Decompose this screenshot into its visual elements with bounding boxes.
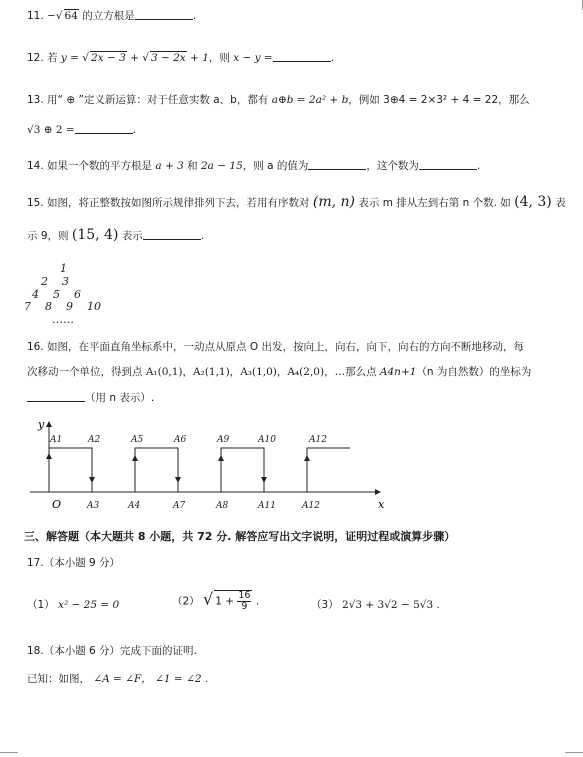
corner-mark bbox=[0, 752, 18, 753]
answer-blank[interactable] bbox=[135, 8, 193, 20]
math-expression: y = √ 2x − 3 + √ 3 − 2x + 1 bbox=[60, 52, 209, 64]
point-label: A8 bbox=[216, 501, 229, 511]
question-number: 13. bbox=[27, 94, 44, 106]
question-text: ，这个数为 bbox=[366, 160, 419, 172]
point-label: A3 bbox=[87, 501, 100, 511]
math-expression: A₁(0,1)，A₂(1,1)，A₃(1,0)，A₄(2,0) bbox=[145, 366, 325, 378]
math-expression: x² − 25 = 0 bbox=[58, 599, 120, 611]
question-17-part-2: （2） √ 1 + $\frac{16}{9}$ . bbox=[172, 589, 260, 612]
question-13-line2: √3 ⊕ 2 = . bbox=[27, 124, 137, 136]
section-3-title: 三、解答题（本大题共 8 小题，共 72 分. 解答应写出文字说明，证明过程或演算步骤） bbox=[24, 530, 456, 543]
point-label: A9 bbox=[217, 435, 230, 445]
answer-blank[interactable] bbox=[419, 158, 477, 170]
radicand: 1 + $\frac{16}{9}$ bbox=[215, 590, 251, 612]
question-number: 12. bbox=[27, 52, 44, 64]
question-18 bbox=[27, 643, 563, 659]
math-expression: a⊕b = 2a² + b bbox=[271, 94, 349, 106]
numerator: 16 bbox=[238, 590, 251, 601]
math-expression: (4, 3) bbox=[514, 194, 552, 210]
question-15 bbox=[27, 194, 566, 211]
question-number: 11. bbox=[27, 10, 44, 22]
question-text: ，例如 3⊕4 = 2×3² + 4 = 22，那么 bbox=[348, 94, 530, 106]
question-text: （n 为自然数）的坐标为 bbox=[416, 366, 532, 378]
point-label: A11 bbox=[258, 501, 276, 511]
answer-blank[interactable] bbox=[273, 50, 331, 62]
x-axis-label: x bbox=[378, 498, 385, 511]
answer-blank[interactable] bbox=[308, 158, 366, 170]
question-13 bbox=[27, 92, 563, 108]
point-label: A10 bbox=[258, 435, 276, 445]
math-expression: ∠A = ∠F， ∠1 = ∠2 . bbox=[93, 673, 209, 685]
triangle-row-2: 2 3 bbox=[41, 275, 69, 288]
point-label: A2 bbox=[88, 435, 101, 445]
question-12 bbox=[27, 50, 563, 66]
question-text: ，则 bbox=[208, 52, 230, 64]
question-text: 示 9，则 bbox=[27, 230, 69, 242]
math-expression: A4n+1 bbox=[379, 366, 417, 378]
question-text: 如果一个数的平方根是 bbox=[47, 160, 153, 172]
question-14: 14. 如果一个数的平方根是 a + 3 和 2a − 15，则 a 的值为 ，这个数为 . bbox=[27, 160, 481, 172]
point-label: A5 bbox=[131, 435, 144, 445]
question-number: 16. bbox=[27, 341, 44, 353]
question-text: 次移动一个单位，得到点 bbox=[27, 366, 143, 378]
question-text: 如图，将正整数按如图所示规律排列下去，若用有序数对 bbox=[47, 197, 310, 209]
math-expression: −√ 64 bbox=[47, 10, 78, 22]
question-number: 14. bbox=[27, 160, 44, 172]
point-label: A6 bbox=[174, 435, 187, 445]
movement-path bbox=[49, 448, 350, 492]
corner-mark bbox=[565, 752, 583, 753]
question-note: （本小题 6 分）完成下面的证明. bbox=[43, 645, 197, 657]
question-11: 11. −√ 64 的立方根是 . bbox=[27, 10, 197, 22]
question-number: 17. bbox=[27, 557, 44, 569]
punctuation: . bbox=[330, 52, 335, 64]
radical-sign: √ bbox=[203, 589, 214, 609]
point-label: A4 bbox=[128, 501, 141, 511]
part-label: （1） bbox=[27, 599, 55, 611]
math-expression: 2a − 15 bbox=[201, 160, 243, 172]
y-axis-label: y bbox=[38, 418, 45, 431]
question-text: 和 bbox=[187, 160, 198, 172]
triangle-row-1: 1 bbox=[60, 262, 67, 275]
point-label: A12 bbox=[309, 435, 327, 445]
math-expression: (m, n) bbox=[312, 194, 356, 210]
question-text: 表 bbox=[555, 197, 566, 209]
zigzag-path bbox=[49, 448, 350, 492]
question-text: 表示 m 排从左到右第 n 个数. 如 bbox=[358, 197, 511, 209]
question-text: ，…那么点 bbox=[324, 366, 377, 378]
question-16-line3 bbox=[27, 390, 563, 406]
top-point-labels bbox=[49, 435, 327, 445]
bottom-point-labels bbox=[86, 501, 320, 511]
answer-blank[interactable] bbox=[75, 122, 133, 134]
point-label: A7 bbox=[173, 501, 186, 511]
answer-blank[interactable] bbox=[143, 228, 201, 240]
question-number: 18. bbox=[27, 645, 44, 657]
point-label: A1 bbox=[50, 435, 63, 445]
point-label: A12 bbox=[302, 501, 320, 511]
question-text: 的立方根是 bbox=[82, 10, 135, 22]
part-label: （2） bbox=[172, 595, 200, 608]
question-note: （本小题 9 分） bbox=[43, 557, 121, 569]
question-text: 如图，在平面直角坐标系中，一动点从原点 O 出发，按向上，向右，向下，向右的方向不断地移动，每 bbox=[47, 341, 524, 353]
triangle-row-3: 4 5 6 bbox=[32, 288, 81, 301]
math-expression: √3 ⊕ 2 = bbox=[27, 124, 75, 136]
triangle-row-4: 7 8 9 10 bbox=[24, 300, 101, 313]
denominator: 9 bbox=[241, 601, 248, 612]
radicand: 64 bbox=[64, 10, 78, 22]
question-18-given bbox=[27, 671, 563, 687]
question-text: 表示 bbox=[121, 230, 143, 242]
math-expression: (15, 4) bbox=[71, 227, 119, 243]
fraction bbox=[237, 591, 251, 612]
part-label: （3） bbox=[311, 599, 339, 611]
question-text: 已知：如图， bbox=[27, 673, 90, 685]
math-expression: 2√3 + 3√2 − 5√3 . bbox=[342, 599, 440, 611]
question-16-line2 bbox=[27, 364, 563, 380]
question-text: ，则 a 的值为 bbox=[242, 160, 309, 172]
origin-label: O bbox=[52, 498, 62, 511]
question-number: 15. bbox=[27, 197, 44, 209]
path-graph bbox=[0, 412, 583, 532]
math-expression: a + 3 bbox=[155, 160, 184, 172]
question-text: （用 n 表示）. bbox=[85, 392, 155, 404]
question-15-line2: 示 9，则 (15, 4) 表示 . bbox=[27, 227, 205, 243]
question-text: 若 bbox=[47, 52, 58, 64]
answer-blank[interactable] bbox=[27, 390, 85, 402]
question-17-header bbox=[27, 555, 563, 571]
math-expression: x − y = bbox=[233, 52, 273, 64]
question-17-part-3 bbox=[311, 597, 563, 613]
question-text: 用“ ⊕ ”定义新运算：对于任意实数 a、b，都有 bbox=[47, 94, 269, 106]
triangle-dots: …… bbox=[52, 313, 74, 326]
question-16 bbox=[27, 339, 563, 355]
